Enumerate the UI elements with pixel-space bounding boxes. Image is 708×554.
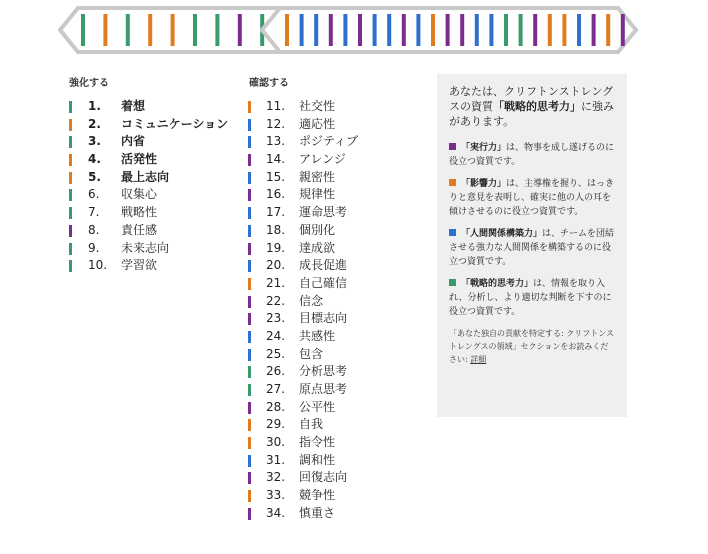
domain-title: 「実行力」 [461, 143, 507, 153]
strand-bar [489, 14, 493, 46]
theme-item [248, 257, 408, 275]
details-link[interactable]: 詳細 [470, 355, 487, 364]
domain-color-marker [248, 402, 251, 414]
theme-item [69, 240, 239, 258]
domain-color-marker [69, 260, 72, 272]
strand-bar [548, 14, 552, 46]
domain-color-marker [248, 225, 251, 237]
theme-item [69, 204, 239, 222]
domain-color-marker [69, 225, 72, 237]
strand-bar [193, 14, 197, 46]
domain-color-marker [248, 207, 251, 219]
theme-item [69, 98, 239, 116]
domain-text: は、物事を成し遂げるのに役立つ資質です。 [449, 143, 615, 167]
theme-name: ポジティブ [299, 134, 359, 149]
theme-name: 達成欲 [299, 240, 336, 255]
theme-rank: 18. [266, 222, 286, 237]
theme-name: 信念 [299, 293, 324, 308]
domain-color-marker [69, 243, 72, 255]
theme-rank: 33. [266, 488, 286, 503]
strand-bar [460, 14, 464, 46]
strand-bar [606, 14, 610, 46]
domain-color-marker [248, 313, 251, 325]
domain-color-marker [69, 207, 72, 219]
theme-name: 調和性 [299, 452, 336, 467]
theme-name: 着想 [121, 99, 146, 113]
theme-rank: 5. [88, 169, 101, 184]
domain-color-marker [248, 189, 251, 201]
strand-bar [577, 14, 581, 46]
theme-rank: 32. [266, 470, 286, 485]
theme-item [248, 487, 408, 505]
theme-name: 共感性 [299, 328, 336, 343]
strand-bar [446, 14, 450, 46]
strand-bar [81, 14, 85, 46]
theme-rank: 16. [266, 187, 286, 202]
theme-name: 自我 [299, 417, 324, 432]
domain-color-marker [69, 119, 72, 131]
theme-item [248, 98, 408, 116]
theme-name: コミュニケーション [121, 116, 229, 131]
strand-bar [215, 14, 219, 46]
theme-item [69, 151, 239, 169]
theme-item [248, 346, 408, 364]
theme-name: 運命思考 [299, 205, 348, 220]
intro-prefix: あなたは、クリフトンストレングスの資質 [449, 85, 614, 113]
confirm-heading: 確認する [249, 78, 289, 89]
strand-bar [171, 14, 175, 46]
strand-bar [533, 14, 537, 46]
domain-color-marker [248, 490, 251, 502]
theme-item [248, 169, 408, 187]
theme-rank: 17. [266, 205, 286, 220]
strand-bar [103, 14, 107, 46]
theme-rank: 7. [88, 205, 100, 220]
theme-name: 包含 [299, 346, 324, 361]
theme-rank: 10. [88, 258, 108, 273]
theme-rank: 8. [88, 222, 100, 237]
theme-rank: 1. [88, 99, 101, 113]
theme-rank: 27. [266, 382, 286, 396]
theme-name: 収集心 [121, 187, 158, 202]
strand-bar [358, 14, 362, 46]
theme-name: 学習欲 [121, 258, 158, 273]
theme-item [248, 222, 408, 240]
theme-item [248, 452, 408, 470]
theme-rank: 11. [266, 99, 286, 113]
theme-rank: 19. [266, 240, 286, 255]
theme-item [248, 328, 408, 346]
domain-description [449, 141, 615, 169]
domain-color-marker [248, 136, 251, 148]
domain-color-square [449, 179, 456, 186]
theme-name: 戦略性 [121, 205, 158, 220]
theme-item [248, 293, 408, 311]
theme-item [248, 151, 408, 169]
domain-color-marker [248, 455, 251, 467]
strand-bar [285, 14, 289, 46]
intro-highlight: 「戦略的思考力」 [493, 100, 581, 113]
theme-name: 規律性 [299, 187, 336, 202]
strand-bar [592, 14, 596, 46]
strand-bar [300, 14, 304, 46]
domain-color-marker [69, 136, 72, 148]
theme-name: アレンジ [299, 152, 346, 167]
domain-color-marker [69, 101, 72, 113]
theme-name: 親密性 [299, 169, 336, 184]
theme-name: 最上志向 [121, 169, 170, 184]
theme-rank: 9. [88, 240, 100, 255]
strand-bar [148, 14, 152, 46]
theme-rank: 12. [266, 116, 286, 131]
strand-bar [519, 14, 523, 46]
theme-rank: 29. [266, 417, 286, 432]
theme-item [248, 310, 408, 328]
domain-color-marker [248, 260, 251, 272]
theme-rank: 30. [266, 435, 286, 450]
domain-description [449, 177, 615, 219]
strand-bar [373, 14, 377, 46]
footer-text: 「あなた独自の貢献を特定する: クリフトンストレングスの領域」セクションをお読みください: [449, 329, 614, 364]
intro-suffix: に強みがあります。 [449, 100, 614, 128]
theme-item [69, 133, 239, 151]
theme-item [248, 133, 408, 151]
theme-item [248, 363, 408, 381]
strand-bar [238, 14, 242, 46]
theme-name: 内省 [121, 134, 146, 149]
domain-color-marker [248, 366, 251, 378]
domain-text: は、チームを団結させる強力な人間関係を構築するのに役立つ資質です。 [449, 229, 615, 267]
theme-item [69, 169, 239, 187]
theme-item [248, 186, 408, 204]
theme-rank: 24. [266, 328, 286, 343]
theme-name: 責任感 [121, 222, 158, 237]
theme-rank: 31. [266, 452, 286, 467]
domain-color-marker [248, 384, 251, 396]
theme-rank: 3. [88, 134, 101, 149]
domain-color-marker [248, 296, 251, 308]
strand-bar [562, 14, 566, 46]
theme-name: 分析思考 [299, 364, 348, 379]
theme-item [248, 116, 408, 134]
domain-color-marker [69, 172, 72, 184]
theme-item [248, 204, 408, 222]
top-themes-list [69, 98, 239, 275]
theme-name: 原点思考 [299, 382, 348, 396]
dna-strand-rest [260, 4, 640, 56]
summary-intro [449, 84, 615, 129]
theme-item [248, 505, 408, 523]
theme-item [69, 116, 239, 134]
domain-color-marker [248, 437, 251, 449]
theme-item [248, 434, 408, 452]
theme-item [248, 469, 408, 487]
domain-title: 「戦略的思考力」 [461, 279, 534, 289]
theme-name: 公平性 [299, 399, 336, 414]
domain-color-marker [248, 119, 251, 131]
theme-rank: 25. [266, 346, 286, 361]
theme-rank: 13. [266, 134, 286, 149]
theme-name: 個別化 [299, 222, 336, 237]
theme-name: 指令性 [299, 435, 336, 450]
domain-color-marker [248, 331, 251, 343]
strand-bar [314, 14, 318, 46]
theme-rank: 14. [266, 152, 286, 167]
other-themes-list [248, 98, 408, 523]
theme-item [248, 381, 408, 399]
domain-title: 「影響力」 [461, 179, 507, 189]
domain-color-square [449, 279, 456, 286]
theme-rank: 28. [266, 399, 286, 414]
theme-rank: 6. [88, 187, 100, 202]
strand-bar [329, 14, 333, 46]
theme-rank: 2. [88, 116, 101, 131]
theme-item [248, 416, 408, 434]
theme-name: 社交性 [299, 99, 336, 113]
theme-item [248, 240, 408, 258]
domain-text: は、情報を取り入れ、分析し、より適切な判断を下すのに役立つ資質です。 [449, 279, 612, 317]
strand-bar [431, 14, 435, 46]
domain-color-marker [248, 172, 251, 184]
domain-title: 「人間関係構築力」 [461, 229, 543, 239]
domain-color-square [449, 143, 456, 150]
domain-description [449, 227, 615, 269]
theme-name: 競争性 [299, 488, 336, 503]
theme-item [248, 399, 408, 417]
theme-name: 適応性 [299, 116, 336, 131]
strand-bar [343, 14, 347, 46]
strand-bar [402, 14, 406, 46]
theme-rank: 23. [266, 311, 286, 326]
summary-footer [449, 327, 615, 366]
domain-text: は、主導権を握り、はっきりと意見を表明し、確実に他の人の耳を傾けさせるのに役立つ資質です。 [449, 179, 615, 217]
domain-summary-panel [437, 74, 627, 417]
strand-bar [621, 14, 625, 46]
domain-color-marker [248, 243, 251, 255]
theme-rank: 22. [266, 293, 286, 308]
theme-rank: 4. [88, 152, 101, 167]
theme-name: 自己確信 [299, 275, 348, 290]
theme-item [69, 186, 239, 204]
theme-item [69, 257, 239, 275]
domain-color-marker [248, 154, 251, 166]
theme-name: 未来志向 [121, 240, 170, 255]
theme-name: 成長促進 [299, 258, 348, 273]
domain-color-marker [248, 278, 251, 290]
theme-name: 目標志向 [299, 311, 348, 326]
domain-color-marker [69, 189, 72, 201]
domain-list [449, 141, 615, 319]
theme-rank: 34. [266, 505, 286, 520]
theme-rank: 20. [266, 258, 286, 273]
domain-color-marker [248, 349, 251, 361]
strand-bar [475, 14, 479, 46]
domain-color-marker [248, 101, 251, 113]
strand-bar [126, 14, 130, 46]
domain-color-square [449, 229, 456, 236]
theme-item [248, 275, 408, 293]
strand-bar [387, 14, 391, 46]
domain-description [449, 277, 615, 319]
theme-rank: 26. [266, 364, 286, 379]
theme-name: 活発性 [121, 152, 158, 167]
domain-color-marker [248, 508, 251, 520]
strand-bar [504, 14, 508, 46]
theme-item [69, 222, 239, 240]
theme-name: 回復志向 [299, 470, 348, 485]
theme-name: 慎重さ [299, 505, 336, 520]
reinforce-heading: 強化する [69, 78, 109, 89]
strand-bar [416, 14, 420, 46]
domain-color-marker [248, 419, 251, 431]
domain-color-marker [248, 472, 251, 484]
domain-color-marker [69, 154, 72, 166]
theme-rank: 15. [266, 169, 286, 184]
theme-rank: 21. [266, 275, 286, 290]
